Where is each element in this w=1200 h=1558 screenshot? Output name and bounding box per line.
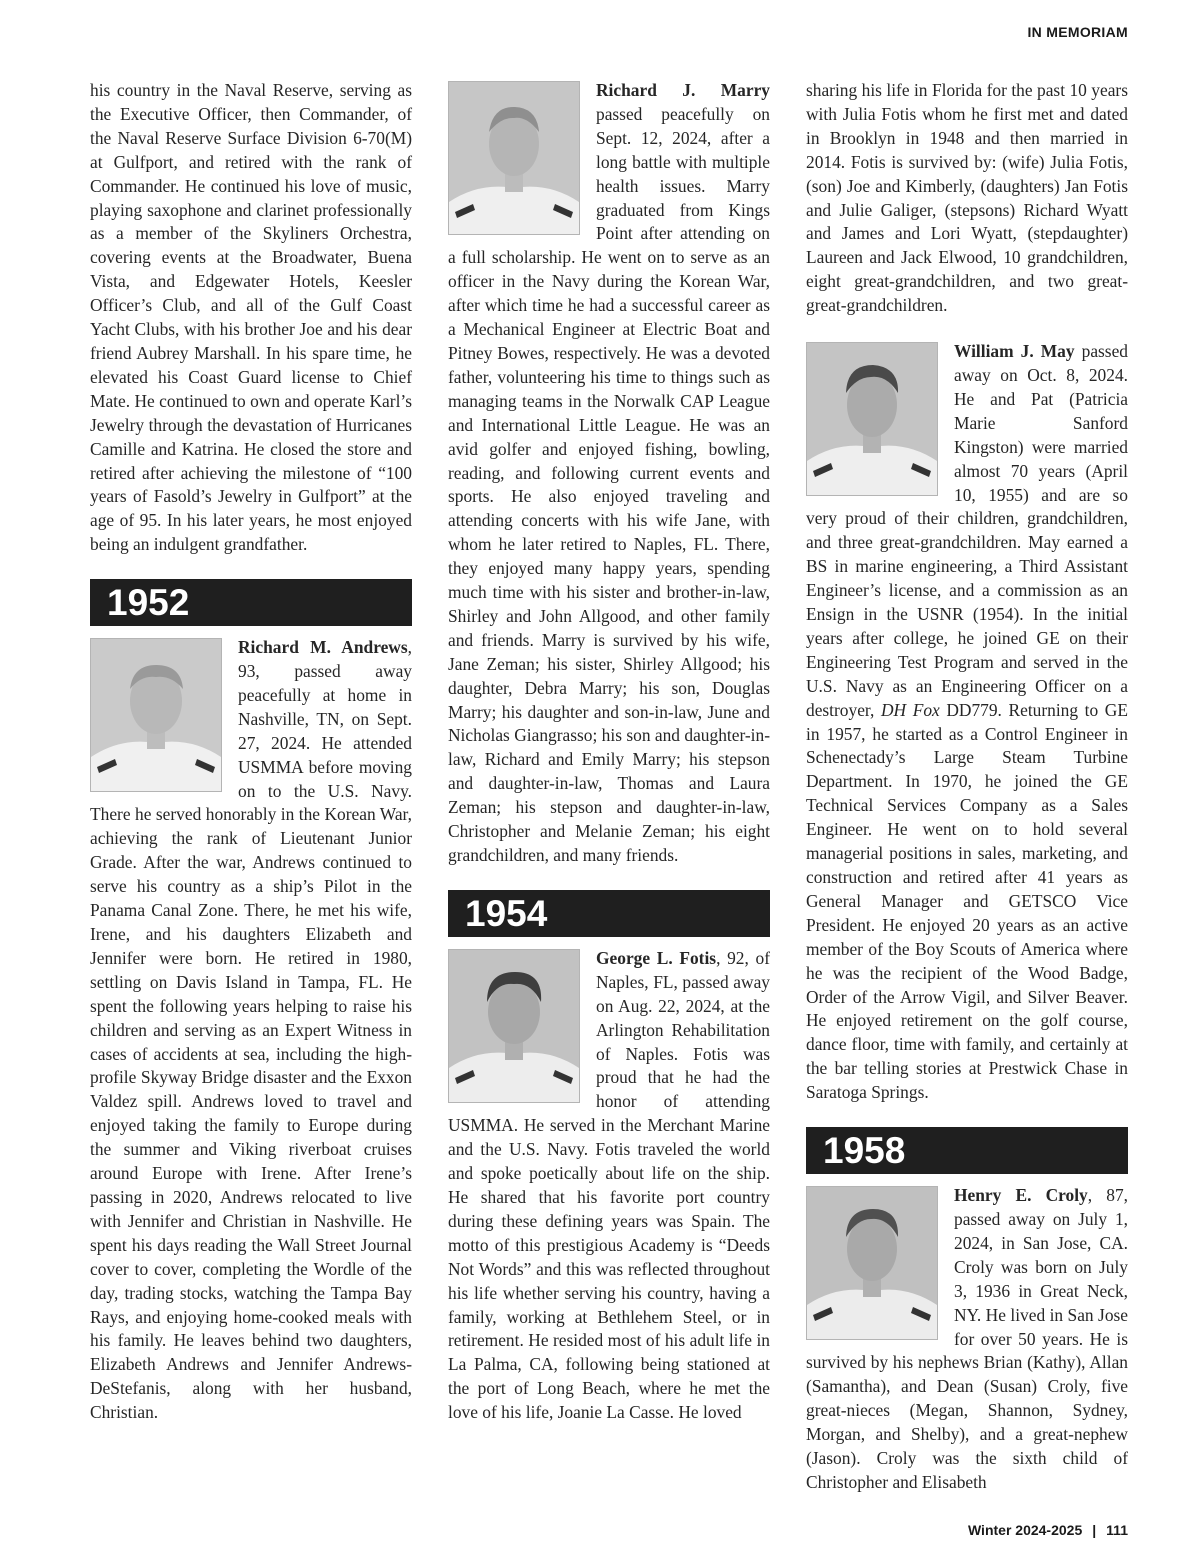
section-label: IN MEMORIAM [1027, 24, 1128, 40]
obituary-name: Richard J. Marry [596, 80, 770, 100]
obituary-text: , 93, passed away peacefully at home in Nashville, TN, on Sept. 27, 2024. He attended USMMA before moving on to the U.S. Navy. There he served honorably in the Korean War, achieving the rank of Lieutenant Junior Grade. After the war, Andrews continued to serve his country as a ship’s Pilot in the Panama Canal Zone. There, he met his wife, Irene, and his daughters Elizabeth and Jennifer were born. He retired in 1980, settling on Davis Island in Tampa, FL. He spent the following years helping to raise his children and serving as an Expert Witness in cases of accidents at sea, including the high-profile Skyway Bridge disaster and the Exxon Valdez spill. Andrews loved to travel and enjoyed taking the family to Europe during the summer and Viking riverboat cruises around Europe with Irene. After Irene’s passing in 2020, Andrews relocated to live with Jennifer and Christian in Nashville. He spent his days reading the Wall Street Journal cover to cover, completing the Wordle of the day, trading stocks, watching the Tampa Bay Rays, and enjoying home-cooked meals with his family. He leaves behind two daughters, Elizabeth Andrews and Jennifer Andrews-DeStefanis, along with her husband, Christian. [90, 637, 412, 1423]
portrait-photo-croly [806, 1186, 938, 1340]
page-footer [968, 1522, 1128, 1538]
obituary-name: Henry E. Croly [954, 1185, 1088, 1206]
column-3 [806, 79, 1128, 1495]
obituary-name: George L. Fotis [596, 947, 717, 968]
portrait-icon [91, 639, 221, 791]
obituary-text-continued: DD779. Returning to GE in 1957, he started as a Control Engineer in Schenectady’s Large Steam Turbine Department. In 1970, he joined the GE Technical Services Company as a Sales Engineer. He went on to hold several managerial positions in sales, marketing, and construction and retired after 41 years as General Manager and GETSCO Vice President. He enjoyed 20 years as an active member of the Boy Scouts of America where he was the recipient of the Wood Badge, Order of the Arrow Vigil, and Silver Beaver. He enjoyed retirement on the golf course, dance floor, time with family, and certainly at the bar telling stories at Prestwick Chase in Saratoga Springs. [806, 699, 1128, 1103]
column-1 [90, 79, 412, 1425]
obituary-name: Richard M. Andrews [238, 637, 408, 658]
page-number: 111 [1106, 1522, 1128, 1538]
portrait-icon [449, 950, 579, 1102]
obituary-text: , 92, of Naples, FL, passed away on Aug. 22, 2024, at the Arlington Rehabilitation of Naples. Fotis was proud that he had the honor of attending USMMA. He served in the Merchant Marine and the U.S. Navy. Fotis traveled the world and spoke poetically about life on the ship. He shared that his favorite port country during these defining years was Spain. The motto of this prestigious Academy is “Deeds Not Words” and this was reflected throughout his life whether serving his country, having a family, working at Bethlehem Steel, or in retirement. He resided most of his adult life in La Palma, CA, following being stationed at the port of Long Beach, where he met the love of his life, Joanie La Casse. He loved [448, 947, 770, 1423]
obituary-text: , 87, passed away on July 1, 2024, in San Jose, CA. Croly was born on July 3, 1936 in Great Neck, NY. He lived in San Jose for over 50 years. He is survived by his nephews Brian (Kathy), Allan (Samantha), and Dean (Susan) Croly, five great-nieces (Megan, Shannon, Sydney, Morgan, and Shelby), and a great-nephew (Jason). Croly was the sixth child of Christopher and Elisabeth [806, 1185, 1128, 1492]
class-year-banner-1958: 1958 [806, 1127, 1128, 1174]
class-year-banner-1954: 1954 [448, 890, 770, 937]
portrait-photo-may [806, 342, 938, 496]
obituary-name: William J. May [954, 341, 1075, 362]
continued-article-text: his country in the Naval Reserve, serving as the Executive Officer, then Commander, of the Naval Reserve Surface Division 6-70(M) at Gulfport, and retired with the rank of Commander. He continued his love of music, playing saxophone and clarinet professionally as a member of the Skyliners Orchestra, covering events at the Broadwater, Buena Vista, and Edgewater Hotels, Keesler Officer’s Club, and all of the Gulf Coast Yacht Clubs, with his brother Joe and his dear friend Aubrey Marshall. In his spare time, he elevated his Coast Guard license to Chief Mate. He continued to own and operate Karl’s Jewelry through the devastation of Hurricanes Camille and Katrina. He closed the store and retired after achieving the milestone of “100 years of Fasold’s Jewelry in Gulfport” at the age of 95. In his later years, he most enjoyed being an indulgent grandfather. [90, 80, 412, 555]
portrait-photo-fotis [448, 949, 580, 1103]
column-2 [448, 79, 770, 1425]
issue-label: Winter 2024-2025 [967, 1522, 1083, 1538]
footer-separator: | [1092, 1522, 1097, 1538]
obituary-andrews [90, 636, 412, 1425]
portrait-icon [807, 1187, 937, 1339]
obituary-may [806, 340, 1128, 1105]
portrait-icon [449, 82, 579, 234]
continued-article-text: sharing his life in Florida for the past 10 years with Julia Fotis whom he first met and dated in Brooklyn in 1948 and then married in 2014. Fotis is survived by: (wife) Julia Fotis, (son) Joe and Kimberly, (daughters) Jan Fotis and Julie Galiger, (stepsons) Richard Wyatt and James and Lori Wyatt, (stepdaughter) Laureen and Jack Elwood, 10 grandchildren, eight great-grandchildren, and two great-great-grandchildren. [806, 80, 1128, 316]
class-year-banner-1952: 1952 [90, 579, 412, 626]
portrait-icon [807, 343, 937, 495]
obituary-fotis [448, 947, 770, 1425]
portrait-photo-andrews [90, 638, 222, 792]
obituary-marry [448, 79, 770, 868]
ship-name: DH Fox [880, 699, 940, 720]
portrait-photo-marry [448, 81, 580, 235]
obituary-croly [806, 1184, 1128, 1495]
obituary-text: passed peacefully on Sept. 12, 2024, after a long battle with multiple health issues. Marry graduated from Kings Point after attending on a full scholarship. He went on to serve as an officer in the Navy during the Korean War, after which time he had a successful career as a Mechanical Engineer at Electric Boat and Pitney Bowes, respectively. He was a devoted father, volunteering his time to things such as managing teams in the Norwalk CAP League and International Little League. He was an avid golfer and enjoyed fishing, bowling, reading, and following current events and sports. He also enjoyed traveling and attending concerts with his wife Jane, with whom he later retired to Naples, FL. There, they enjoyed many happy years, spending much time with his sister and brother-in-law, Shirley and John Allgood, and other family and friends. Marry is survived by his wife, Jane Zeman; his sister, Shirley Allgood; his daughter, Debra Marry; his son, Douglas Marry; his daughter and son-in-law, June and Nicholas Giangrasso; his son and daughter-in-law, Richard and Emily Marry; his stepson and daughter-in-law, Thomas and Laura Zeman; his stepson and daughter-in-law, Christopher and Melanie Zeman; his eight grandchildren, and many friends. [448, 103, 770, 865]
obituary-text: passed away on Oct. 8, 2024. He and Pat (Patricia Marie Sanford Kingston) were married almost 70 years (April 10, 1955) and are so very proud of their children, grandchildren, and three great-grandchildren. May earned a BS in marine engineering, a Third Assistant Engineer’s license, and a commission as an Ensign in the USNR (1954). In the initial years after college, he joined GE on their Engineering Test Program and served in the U.S. Navy as an Engineering Officer on a destroyer, [806, 341, 1128, 720]
